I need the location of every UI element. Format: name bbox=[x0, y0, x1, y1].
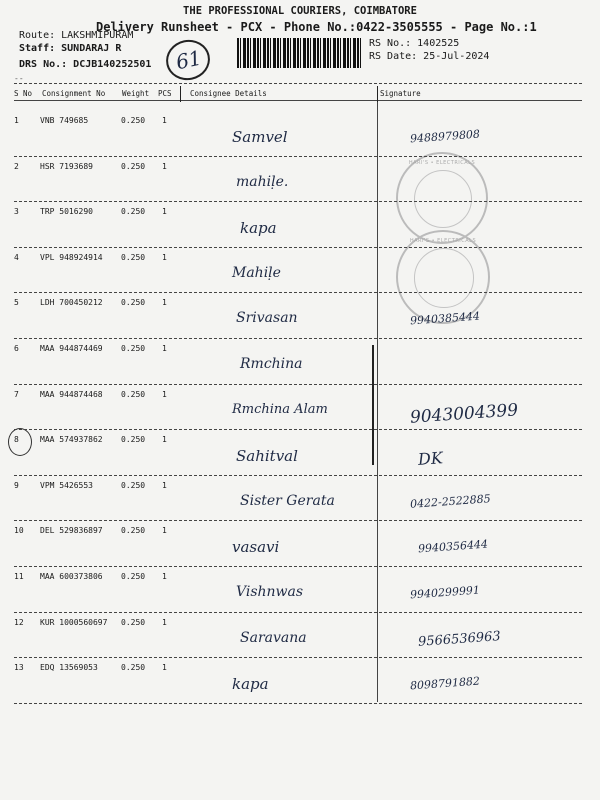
row-weight: 0.250 bbox=[121, 663, 146, 673]
row-weight: 0.250 bbox=[121, 298, 146, 308]
handwritten-row-circle bbox=[8, 428, 32, 456]
row-divider bbox=[14, 338, 582, 339]
barcode bbox=[237, 38, 361, 68]
row-weight: 0.250 bbox=[121, 572, 146, 581]
row-divider bbox=[14, 156, 582, 157]
row-consignment-no: MAA 600373806 bbox=[40, 572, 103, 581]
row-divider bbox=[14, 292, 582, 293]
row-consignee-handwritten: vasavi bbox=[232, 538, 280, 557]
separator-dashes: -- bbox=[14, 74, 24, 83]
row-pcs: 1 bbox=[162, 435, 167, 445]
row-consignment-no: VNB 749685 bbox=[40, 116, 89, 125]
col-consignment: Consignment No bbox=[42, 89, 106, 98]
row-divider bbox=[14, 612, 582, 613]
row-consignee-handwritten: kapa bbox=[232, 675, 269, 694]
handwritten-count-circle: 61 bbox=[162, 36, 213, 84]
route-label: Route: LAKSHMIPURAM bbox=[19, 30, 134, 41]
row-pcs: 1 bbox=[162, 572, 167, 581]
row-consignment-no: MAA 944874469 bbox=[40, 344, 103, 353]
row-weight: 0.250 bbox=[121, 161, 146, 171]
row-weight: 0.250 bbox=[121, 389, 146, 399]
row-pcs: 1 bbox=[162, 161, 167, 171]
header-top-rule bbox=[14, 83, 582, 84]
row-consignee-handwritten: Mahiḷe bbox=[232, 264, 281, 281]
col-consignee: Consignee Details bbox=[190, 89, 267, 98]
column-divider-2 bbox=[377, 86, 378, 102]
row-sno: 4 bbox=[14, 252, 19, 262]
runsheet-title: Delivery Runsheet - PCX - Phone No.:0422-3505555 - Page No.:1 bbox=[96, 20, 537, 34]
row-consignee-handwritten: Saravana bbox=[240, 629, 307, 646]
row-sno: 12 bbox=[14, 617, 24, 627]
row-weight: 0.250 bbox=[121, 344, 146, 353]
row-weight: 0.250 bbox=[121, 116, 146, 125]
row-sno: 7 bbox=[14, 389, 19, 399]
shop-stamp-1: HARI'S • ELECTRICALS bbox=[396, 152, 488, 244]
row-sno: 5 bbox=[14, 298, 19, 308]
row-pcs: 1 bbox=[162, 298, 167, 308]
row-pcs: 1 bbox=[162, 663, 167, 673]
row-sno: 2 bbox=[14, 161, 19, 171]
row-signature-handwritten: 9566536963 bbox=[417, 628, 502, 650]
row-consignment-no: HSR 7193689 bbox=[40, 161, 93, 171]
row-divider bbox=[14, 520, 582, 521]
row-divider bbox=[14, 475, 582, 476]
row-pcs: 1 bbox=[162, 116, 167, 125]
row-weight: 0.250 bbox=[121, 435, 146, 445]
row-consignee-handwritten: Sister Gerata bbox=[240, 492, 335, 509]
row-consignment-no: KUR 1000560697 bbox=[40, 617, 108, 627]
row-consignment-no: EDQ 13569053 bbox=[40, 663, 98, 673]
row-consignment-no: MAA 944874468 bbox=[40, 389, 103, 399]
row-sno: 1 bbox=[14, 116, 19, 125]
row-signature-handwritten: 9940385444 bbox=[409, 309, 481, 328]
row-sno: 10 bbox=[14, 526, 24, 536]
row-consignee-handwritten: Srivasan bbox=[236, 310, 298, 327]
row-divider bbox=[14, 657, 582, 658]
row-signature-handwritten: 8098791882 bbox=[409, 674, 481, 693]
row-consignee-handwritten: Rmchina Alam bbox=[232, 401, 328, 417]
shop-stamp-2: HARI'S • ELECTRICALS bbox=[396, 230, 490, 324]
row-divider bbox=[14, 566, 582, 567]
row-sno: 9 bbox=[14, 480, 19, 490]
row-signature-handwritten: 9940356444 bbox=[417, 537, 489, 556]
row-weight: 0.250 bbox=[121, 526, 146, 536]
row-pcs: 1 bbox=[162, 526, 167, 536]
row-signature-handwritten: 9043004399 bbox=[409, 399, 519, 428]
row-divider bbox=[14, 384, 582, 385]
col-signature: Signature bbox=[380, 89, 421, 98]
row-pcs: 1 bbox=[162, 480, 167, 490]
row-pcs: 1 bbox=[162, 617, 167, 627]
row-signature-handwritten: DK bbox=[417, 448, 444, 470]
col-sno: S No bbox=[14, 89, 33, 98]
row-consignee-handwritten: Samvel bbox=[232, 128, 288, 146]
row-signature-handwritten: 9940299991 bbox=[409, 583, 481, 602]
row-weight: 0.250 bbox=[121, 480, 146, 490]
row-signature-handwritten: 0422-2522885 bbox=[409, 491, 492, 511]
row-consignee-handwritten: kapa bbox=[240, 219, 277, 238]
row-consignee-handwritten: Sahitval bbox=[236, 447, 298, 466]
company-title: THE PROFESSIONAL COURIERS, COIMBATORE bbox=[183, 5, 417, 17]
row-pcs: 1 bbox=[162, 252, 167, 262]
row-consignment-no: DEL 529836897 bbox=[40, 526, 103, 536]
row-consignment-no: MAA 574937862 bbox=[40, 435, 103, 445]
row-consignment-no: TRP 5016290 bbox=[40, 207, 93, 217]
row-divider bbox=[14, 201, 582, 202]
row-pcs: 1 bbox=[162, 207, 167, 217]
rs-date: RS Date: 25-Jul-2024 bbox=[369, 51, 490, 62]
row-consignee-handwritten: mahiḷe. bbox=[236, 173, 289, 190]
row-consignment-no: VPM 5426553 bbox=[40, 480, 93, 490]
rs-number: RS No.: 1402525 bbox=[369, 38, 460, 49]
column-divider-1 bbox=[180, 86, 181, 102]
row-divider bbox=[14, 703, 582, 704]
row-divider bbox=[14, 247, 582, 248]
row-signature-handwritten: 9488979808 bbox=[409, 127, 481, 146]
drs-number: DRS No.: DCJB140252501 bbox=[19, 59, 152, 70]
row-sno: 3 bbox=[14, 207, 19, 217]
row-consignment-no: LDH 700450212 bbox=[40, 298, 103, 308]
header-bottom-rule bbox=[14, 100, 582, 101]
row-divider bbox=[14, 429, 582, 430]
row-sno: 6 bbox=[14, 344, 19, 353]
row-sno: 8 bbox=[14, 435, 19, 445]
row-sno: 13 bbox=[14, 663, 24, 673]
col-pcs: PCS bbox=[158, 89, 172, 98]
row-consignee-handwritten: Rmchina bbox=[240, 356, 303, 372]
row-consignment-no: VPL 948924914 bbox=[40, 252, 103, 262]
row-weight: 0.250 bbox=[121, 617, 146, 627]
row-weight: 0.250 bbox=[121, 207, 146, 217]
row-pcs: 1 bbox=[162, 344, 167, 353]
col-weight: Weight bbox=[122, 89, 150, 98]
row-weight: 0.250 bbox=[121, 252, 146, 262]
hand-drawn-bracket bbox=[372, 345, 374, 465]
row-pcs: 1 bbox=[162, 389, 167, 399]
row-consignee-handwritten: Vishnwas bbox=[236, 584, 304, 600]
row-sno: 11 bbox=[14, 572, 24, 581]
staff-label: Staff: SUNDARAJ R bbox=[19, 43, 122, 54]
